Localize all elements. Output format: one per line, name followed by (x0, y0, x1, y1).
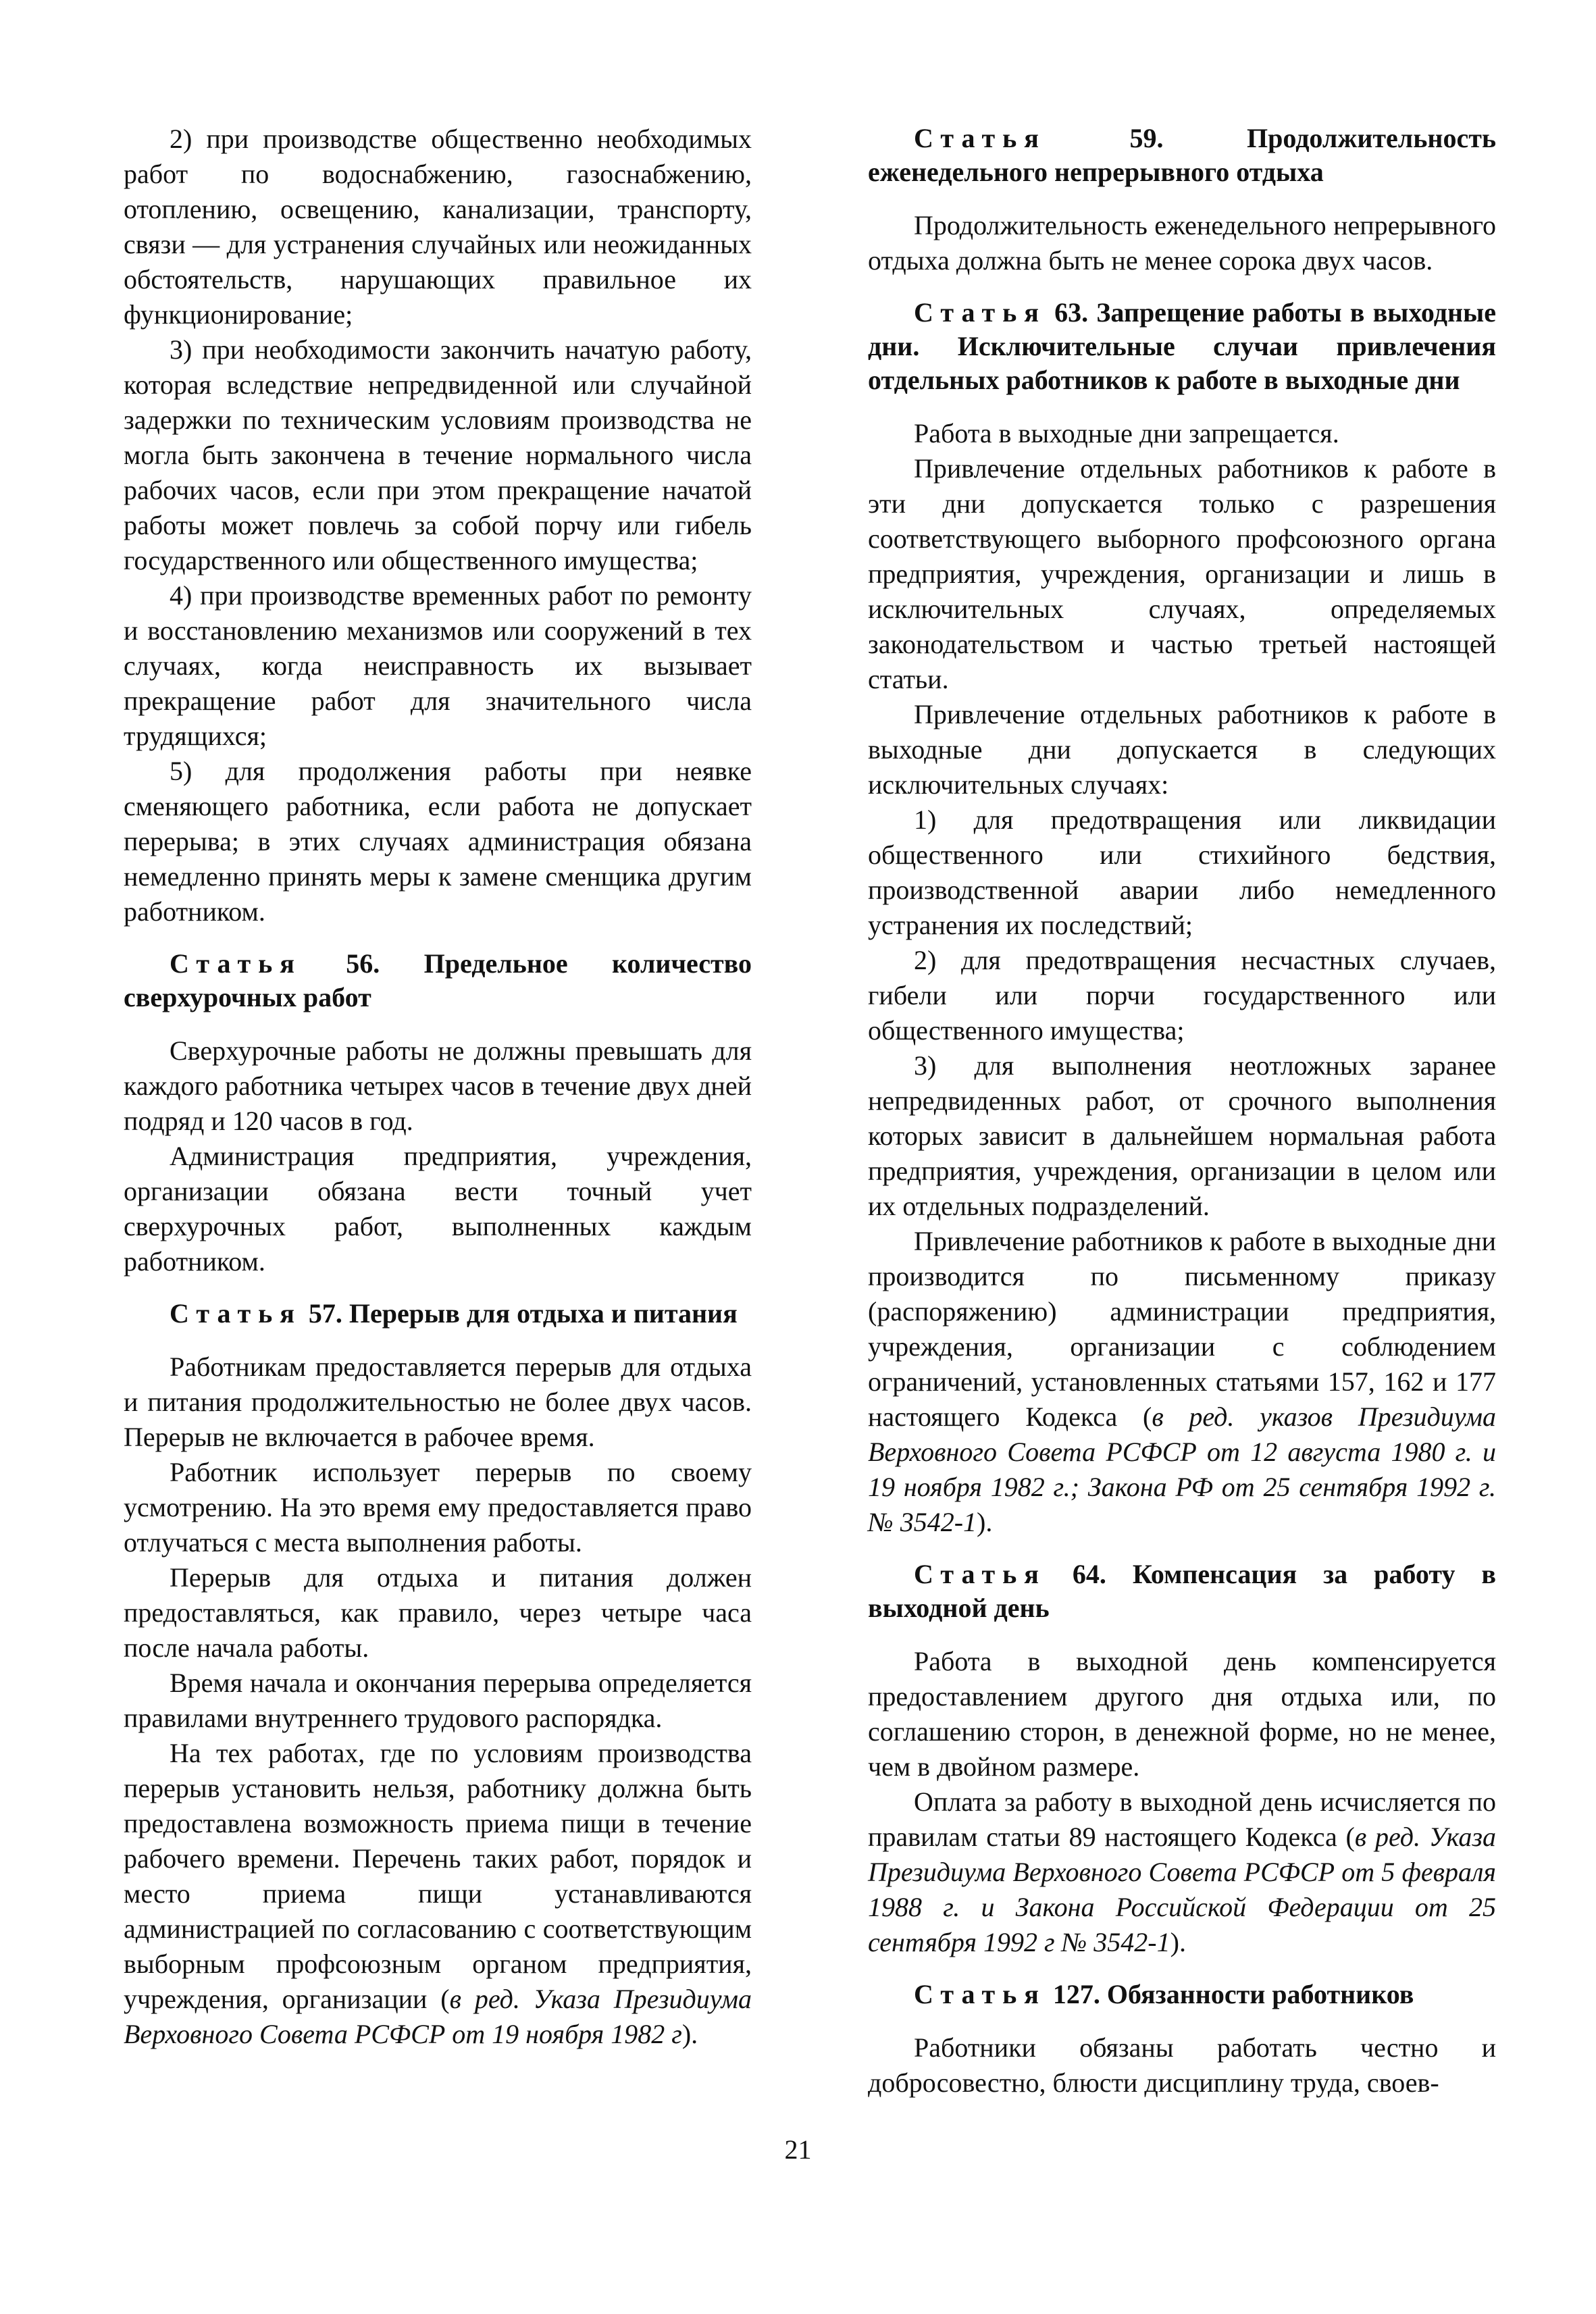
article-57-heading (124, 1297, 752, 1331)
article-59-heading (868, 122, 1496, 189)
article-label: Статья (914, 1559, 1046, 1589)
paragraph (124, 1736, 752, 2052)
article-56-heading (124, 947, 752, 1014)
paragraph-text: Оплата за работу в выходной день исчисляется по правилам статьи 89 настоящего Кодекса ( (868, 1786, 1496, 1852)
paragraph: 4) при производстве временных работ по ремонту и восстановлению механизмов или сооружений в тех случаях, когда неисправность их вызывает прекращение работ для значительного числа трудящихся; (124, 580, 752, 751)
paragraph: 5) для продолжения работы при неявке сменяющего работника, если работа не допускает перерыва; в этих случаях администрация обязана немедленно принять меры к замене сменщика другим работником. (124, 756, 752, 927)
article-title: 57. Перерыв для отдыха и питания (308, 1298, 738, 1329)
paragraph: Перерыв для отдыха и питания должен предоставляться, как правило, через четыре часа после начала работы. (124, 1562, 752, 1663)
paragraph: Сверхурочные работы не должны превышать для каждого работника четырех часов в течение двух дней подряд и 120 часов в год. (124, 1035, 752, 1136)
article-title: 59. Продолжительность еженедельного непрерывного отдыха (868, 123, 1496, 187)
article-label: Статья (170, 948, 302, 979)
paragraph: 3) для выполнения неотложных заранее непредвиденных работ, от срочного выполнения которых зависит в дальнейшем нормальная работа предприятия, учреждения, организации в целом или их отдельных подразделений. (868, 1050, 1496, 1221)
paragraph: 1) для предотвращения или ликвидации общественного или стихийного бедствия, производственной аварии либо немедленного устранения их последствий; (868, 804, 1496, 940)
paragraph: Администрация предприятия, учреждения, организации обязана вести точный учет сверхурочных работ, выполненных каждым работником. (124, 1141, 752, 1277)
paragraph: Работа в выходной день компенсируется предоставлением другого дня отдыха или, по соглашению сторон, в денежной форме, но не менее, чем в двойном размере. (868, 1646, 1496, 1782)
page-number: 21 (784, 2134, 812, 2165)
amendment-note: в ред. указов Президиума Верховного Совета РСФСР от 12 августа 1980 г. и 19 ноября 1982 г.; Закона РФ от 25 сентября 1992 г. № 3542-1 (868, 1402, 1496, 1537)
left-column (124, 122, 752, 2052)
paragraph: Привлечение отдельных работников к работе в эти дни допускается только с разрешения соответствующего выборного профсоюзного органа предприятия, учреждения, организации и лишь в исключительных случаях, определяемых законодательством и частью третьей настоящей статьи. (868, 453, 1496, 694)
article-label: Статья (914, 297, 1046, 328)
paragraph-end: ). (681, 2019, 698, 2049)
article-title: 56. Предельное количество сверхурочных работ (124, 948, 752, 1012)
paragraph-end: ). (977, 1507, 993, 1537)
amendment-note: в ред. Указа Президиума Верховного Совета РСФСР от 19 ноября 1982 г (124, 1984, 752, 2049)
paragraph: Работа в выходные дни запрещается. (914, 418, 1339, 448)
amendment-note: в ред. Указа Президиума Верховного Совета РСФСР от 5 февраля 1988 г. и Закона Российской Федерации от 25 сентября 1992 г № 3542-1 (868, 1822, 1497, 1957)
paragraph (868, 1784, 1496, 1960)
article-title: 63. Запрещение работы в выходные дни. Исключительные случаи привлечения отдельных работников к работе в выходные дни (868, 297, 1496, 395)
paragraph: Работники обязаны работать честно и добросовестно, блюсти дисциплину труда, своев- (868, 2032, 1496, 2098)
article-label: Статья (170, 1298, 302, 1329)
paragraph: Работникам предоставляется перерыв для отдыха и питания продолжительностью не более двух часов. Перерыв не включается в рабочее время. (124, 1352, 752, 1452)
article-63-heading (868, 296, 1496, 397)
paragraph-text: На тех работах, где по условиям производства перерыв установить нельзя, работнику должна быть предоставлена возможность приема пищи в течение рабочего времени. Перечень таких работ, порядок и место приема пищи устанавливаются администрацией по согласованию с соответствующим выборным профсоюзным органом предприятия, учреждения, организации ( (124, 1738, 752, 2014)
paragraph: 3) при необходимости закончить начатую работу, которая вследствие непредвиденной или случайной задержки по техническим условиям производства не могла быть закончена в течение нормального числа рабочих часов, если при этом прекращение начатой работы может повлечь за собой порчу или гибель государственного или общественного имущества; (124, 334, 752, 575)
paragraph: Продолжительность еженедельного непрерывного отдыха должна быть не менее сорока двух часов. (868, 210, 1496, 276)
paragraph: Работник использует перерыв по своему усмотрению. На это время ему предоставляется право отлучаться с места выполнения работы. (124, 1457, 752, 1558)
right-column (868, 122, 1496, 2101)
article-127-heading (868, 1978, 1496, 2011)
article-label: Статья (914, 123, 1046, 153)
article-label: Статья (914, 1979, 1046, 2009)
paragraph (868, 1224, 1496, 1540)
paragraph-end: ). (1170, 1927, 1186, 1957)
paragraph: 2) при производстве общественно необходимых работ по водоснабжению, газоснабжению, отоплению, освещению, канализации, транспорту, связи — для устранения случайных или неожиданных обстоятельств, нарушающих правильное их функционирование; (124, 124, 752, 330)
article-title: 127. Обязанности работников (1052, 1979, 1414, 2009)
paragraph-text: Привлечение работников к работе в выходные дни производится по письменному приказу (распоряжению) администрации предприятия, учреждения, организации с соблюдением ограничений, установленных статьями 157, 162 и 177 настоящего Кодекса ( (868, 1226, 1496, 1432)
paragraph: Привлечение отдельных работников к работе в выходные дни допускается в следующих исключительных случаях: (868, 699, 1496, 800)
paragraph: 2) для предотвращения несчастных случаев, гибели или порчи государственного или общественного имущества; (868, 945, 1496, 1046)
paragraph: Время начала и окончания перерыва определяется правилами внутреннего трудового распорядка. (124, 1668, 752, 1733)
article-title: 64. Компенсация за работу в выходной день (868, 1559, 1497, 1623)
article-64-heading (868, 1558, 1496, 1625)
